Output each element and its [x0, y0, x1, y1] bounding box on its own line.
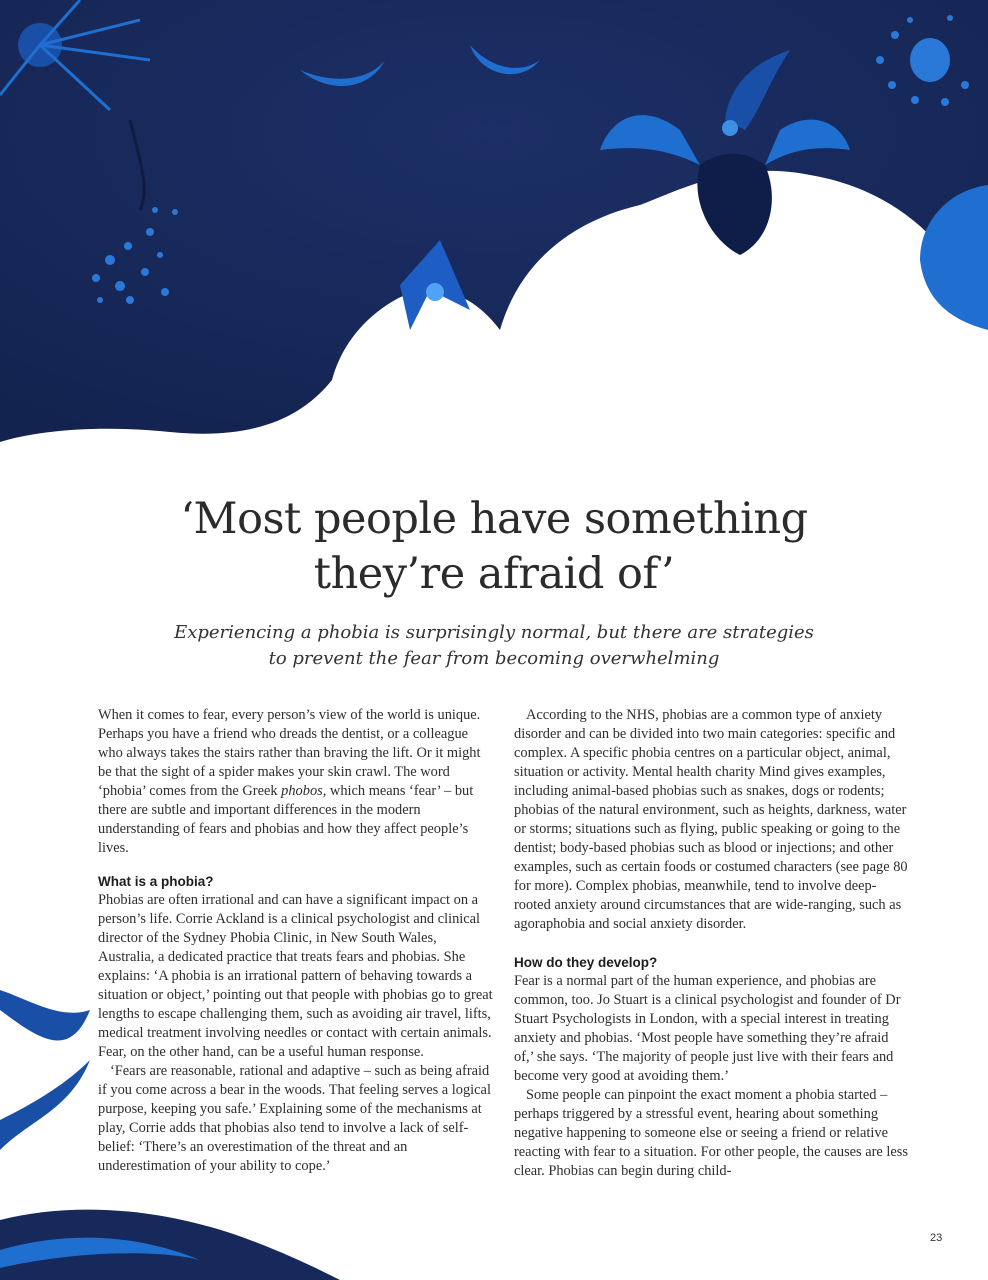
body-paragraph: Fear is a normal part of the human experience, and phobias are common, too. Jo Stuart is a clinical psychologist and founder of Dr Stuart Psychologists in London, with a special interest in treating anxiety and phobias. ‘Most people have something they’re afraid of,’ she says. ‘The majority of people just live with their fears and become very good at avoiding them.’ — [514, 973, 901, 1084]
standfirst-line-1: Experiencing a phobia is surprisingly normal, but there are strategies — [174, 622, 814, 643]
article-standfirst — [170, 620, 818, 672]
headline-line-2: they’re afraid of’ — [313, 549, 675, 599]
headline-line-1: ‘Most people have something — [180, 494, 808, 544]
section-heading-what-is: What is a phobia? — [98, 874, 214, 889]
body-paragraph: According to the NHS, phobias are a common type of anxiety disorder and can be divided into two main categories: specific and complex. A specific phobia centres on a particular object, animal, situation or activity. Mental health charity Mind gives examples, including animal-based phobias such as snakes, dogs or rodents; phobias of the natural environment, such as heights, darkness, water or storms; situations such as flying, public speaking or going to the dentist; body-based phobias such as blood or injections; and other examples, such as certain foods or costumed characters (see page 80 for more). Complex phobias, meanwhile, tend to involve deep-rooted anxiety around circumstances that are wide-ranging, such as agoraphobia and social anxiety disorder. — [514, 707, 908, 932]
greek-term: phobos — [281, 783, 323, 799]
body-column-right — [514, 706, 910, 1181]
body-column-left — [98, 706, 494, 1176]
section-heading-develop: How do they develop? — [514, 955, 658, 970]
standfirst-line-2: to prevent the fear from becoming overwhelming — [268, 648, 720, 669]
intro-paragraph: When it comes to fear, every person’s view of the world is unique. Perhaps you have a friend who dreads the dentist, or a colleague who always takes the stairs rather than braving the lift. Or it might be that the sight of a spider makes your skin crawl. The word ‘phobia’ comes from the Greek phobos, which means ‘fear’ – but there are subtle and important differences in the modern understanding of fears and phobias and how they affect people’s lives. — [98, 707, 481, 856]
page-number: 23 — [930, 1232, 943, 1244]
body-paragraph: Some people can pinpoint the exact moment a phobia started – perhaps triggered by a stressful event, hearing about something negative happening to someone else or seeing a friend or relative reacting with fear to a situation. For other people, the causes are less clear. Phobias can begin during child- — [514, 1087, 909, 1179]
body-paragraph: ‘Fears are reasonable, rational and adaptive – such as being afraid if you come across a bear in the woods. That feeling serves a logical purpose, keeping you safe.’ Explaining some of the mechanisms at play, Corrie adds that phobias also tend to involve a lack of self-belief: ‘There’s an overestimation of the threat and an underestimation of your ability to cope.’ — [98, 1063, 491, 1174]
wave-leaves-left — [0, 990, 90, 1150]
article-headline — [120, 492, 868, 602]
body-paragraph: Phobias are often irrational and can have a significant impact on a person’s life. Corrie Ackland is a clinical psychologist and clinical director of the Sydney Phobia Clinic, in New South Wales, Australia, a dedicated practice that treats fears and phobias. She explains: ‘A phobia is an irrational pattern of behaving towards a situation or object,’ pointing out that people with phobias go to great lengths to escape challenging them, such as avoiding air travel, lifts, medical treatment involving needles or contact with certain animals. Fear, on the other hand, can be a useful human response. — [98, 892, 493, 1060]
